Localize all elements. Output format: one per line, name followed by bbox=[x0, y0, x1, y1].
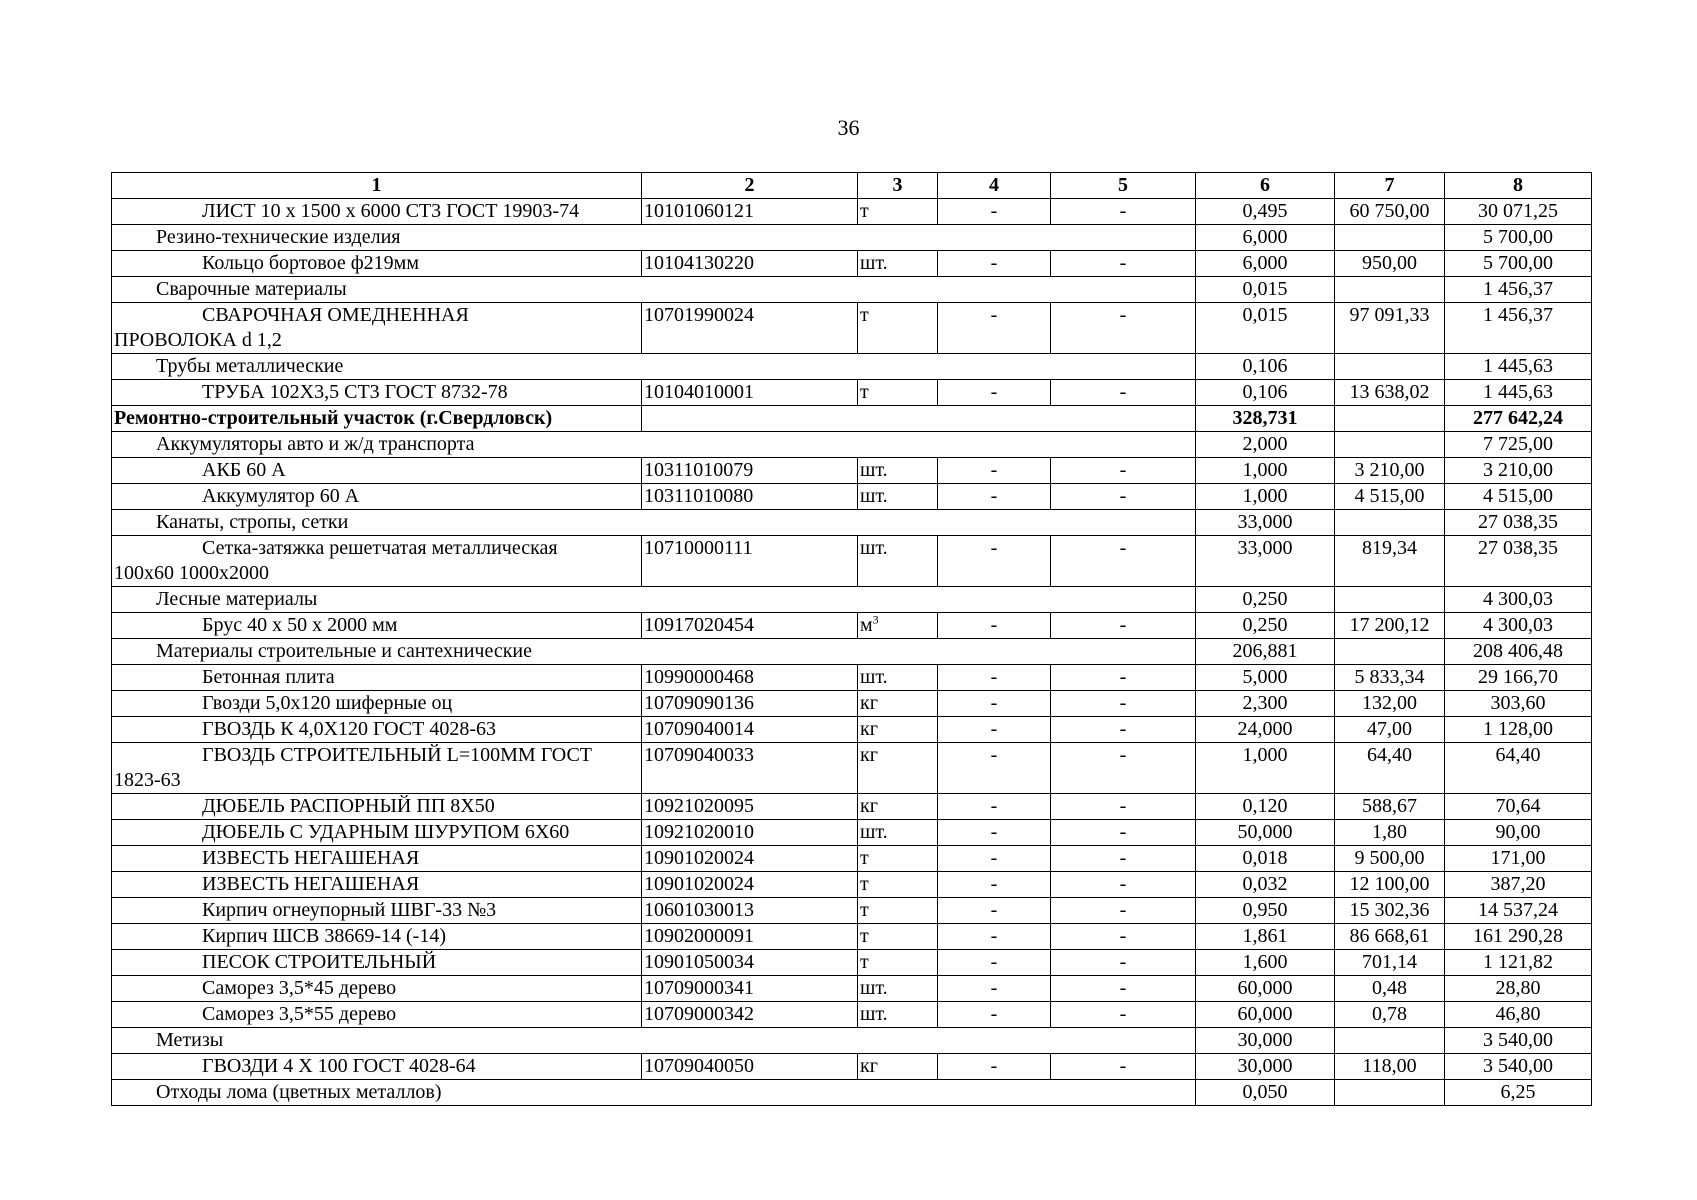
group-name: Трубы металлические bbox=[112, 354, 1196, 380]
column-header: 2 bbox=[642, 173, 858, 199]
item-row bbox=[112, 872, 1592, 898]
price-cell: 132,00 bbox=[1335, 691, 1445, 717]
item-name: Кирпич ШСВ 38669-14 (-14) bbox=[112, 924, 642, 950]
unit-cell bbox=[858, 251, 938, 277]
quantity-cell: 30,000 bbox=[1196, 1028, 1335, 1054]
price-cell: 819,34 bbox=[1335, 536, 1445, 587]
unit-text: т bbox=[860, 951, 869, 973]
price-cell bbox=[1335, 1028, 1445, 1054]
column-4-cell: - bbox=[938, 484, 1051, 510]
group-name: Метизы bbox=[112, 1028, 1196, 1054]
price-cell: 97 091,33 bbox=[1335, 303, 1445, 354]
price-cell: 4 515,00 bbox=[1335, 484, 1445, 510]
sum-cell: 1 445,63 bbox=[1445, 380, 1592, 406]
item-name: ДЮБЕЛЬ С УДАРНЫМ ШУРУПОМ 6Х60 bbox=[112, 820, 642, 846]
item-row bbox=[112, 820, 1592, 846]
unit-cell bbox=[858, 872, 938, 898]
column-4-cell: - bbox=[938, 820, 1051, 846]
column-4-cell: - bbox=[938, 950, 1051, 976]
code-cell: 10311010079 bbox=[642, 458, 858, 484]
item-row bbox=[112, 303, 1592, 354]
price-cell: 86 668,61 bbox=[1335, 924, 1445, 950]
sum-cell: 90,00 bbox=[1445, 820, 1592, 846]
quantity-cell: 0,495 bbox=[1196, 199, 1335, 225]
item-name: ГВОЗДИ 4 Х 100 ГОСТ 4028-64 bbox=[112, 1054, 642, 1080]
code-cell: 10701990024 bbox=[642, 303, 858, 354]
unit-text: т bbox=[860, 381, 869, 403]
code-cell: 10921020010 bbox=[642, 820, 858, 846]
item-row bbox=[112, 794, 1592, 820]
unit-cell bbox=[858, 794, 938, 820]
unit-text: шт. bbox=[860, 252, 888, 274]
sum-cell: 303,60 bbox=[1445, 691, 1592, 717]
column-header: 8 bbox=[1445, 173, 1592, 199]
item-name-continued: ПРОВОЛОКА d 1,2 bbox=[114, 329, 282, 351]
quantity-cell: 5,000 bbox=[1196, 665, 1335, 691]
price-cell: 0,48 bbox=[1335, 976, 1445, 1002]
item-row bbox=[112, 199, 1592, 225]
sum-cell: 3 540,00 bbox=[1445, 1054, 1592, 1080]
column-5-cell: - bbox=[1051, 976, 1196, 1002]
item-name: ИЗВЕСТЬ НЕГАШЕНАЯ bbox=[112, 872, 642, 898]
unit-text: кг bbox=[860, 1055, 878, 1077]
unit-cell bbox=[858, 846, 938, 872]
group-row bbox=[112, 354, 1592, 380]
column-4-cell: - bbox=[938, 199, 1051, 225]
column-4-cell: - bbox=[938, 691, 1051, 717]
column-header: 5 bbox=[1051, 173, 1196, 199]
item-name: ПЕСОК СТРОИТЕЛЬНЫЙ bbox=[112, 950, 642, 976]
price-cell: 15 302,36 bbox=[1335, 898, 1445, 924]
code-cell: 10901050034 bbox=[642, 950, 858, 976]
code-cell: 10901020024 bbox=[642, 846, 858, 872]
unit-text: т bbox=[860, 899, 869, 921]
price-cell bbox=[1335, 354, 1445, 380]
group-name: Резино-технические изделия bbox=[112, 225, 1196, 251]
item-name: ЛИСТ 10 х 1500 х 6000 СТ3 ГОСТ 19903-74 bbox=[112, 199, 642, 225]
code-cell: 10709090136 bbox=[642, 691, 858, 717]
column-4-cell: - bbox=[938, 846, 1051, 872]
item-row bbox=[112, 924, 1592, 950]
unit-cell bbox=[858, 458, 938, 484]
price-cell: 60 750,00 bbox=[1335, 199, 1445, 225]
quantity-cell: 30,000 bbox=[1196, 1054, 1335, 1080]
group-name: Материалы строительные и сантехнические bbox=[112, 639, 1196, 665]
sum-cell: 1 456,37 bbox=[1445, 303, 1592, 354]
item-row bbox=[112, 950, 1592, 976]
price-cell: 588,67 bbox=[1335, 794, 1445, 820]
sum-cell: 46,80 bbox=[1445, 1002, 1592, 1028]
sum-cell: 161 290,28 bbox=[1445, 924, 1592, 950]
unit-cell bbox=[858, 950, 938, 976]
unit-text: шт. bbox=[860, 459, 888, 481]
column-4-cell: - bbox=[938, 794, 1051, 820]
code-cell: 10709000341 bbox=[642, 976, 858, 1002]
code-cell: 10902000091 bbox=[642, 924, 858, 950]
column-5-cell: - bbox=[1051, 458, 1196, 484]
unit-text: кг bbox=[860, 795, 878, 817]
unit-cell bbox=[858, 380, 938, 406]
item-name-continued: 1823-63 bbox=[114, 769, 181, 791]
unit-cell bbox=[858, 1002, 938, 1028]
quantity-cell: 0,015 bbox=[1196, 303, 1335, 354]
item-name: Брус 40 х 50 х 2000 мм bbox=[112, 613, 642, 639]
quantity-cell: 24,000 bbox=[1196, 717, 1335, 743]
sum-cell: 30 071,25 bbox=[1445, 199, 1592, 225]
code-cell: 10709040033 bbox=[642, 743, 858, 794]
item-name: Саморез 3,5*55 дерево bbox=[112, 1002, 642, 1028]
item-name: АКБ 60 А bbox=[112, 458, 642, 484]
unit-text: кг bbox=[860, 744, 878, 766]
column-5-cell: - bbox=[1051, 484, 1196, 510]
sum-cell: 387,20 bbox=[1445, 872, 1592, 898]
price-cell: 0,78 bbox=[1335, 1002, 1445, 1028]
item-name: ДЮБЕЛЬ РАСПОРНЫЙ ПП 8Х50 bbox=[112, 794, 642, 820]
item-name: Гвозди 5,0х120 шиферные оц bbox=[112, 691, 642, 717]
code-cell: 10901020024 bbox=[642, 872, 858, 898]
group-name: Лесные материалы bbox=[112, 587, 1196, 613]
column-5-cell: - bbox=[1051, 536, 1196, 587]
quantity-cell: 0,018 bbox=[1196, 846, 1335, 872]
unit-text: шт. bbox=[860, 485, 888, 507]
column-4-cell: - bbox=[938, 872, 1051, 898]
column-5-cell: - bbox=[1051, 199, 1196, 225]
column-4-cell: - bbox=[938, 924, 1051, 950]
sum-cell: 5 700,00 bbox=[1445, 251, 1592, 277]
code-cell: 10104130220 bbox=[642, 251, 858, 277]
unit-text: шт. bbox=[860, 977, 888, 999]
code-cell: 10104010001 bbox=[642, 380, 858, 406]
price-cell bbox=[1335, 277, 1445, 303]
group-name: Сварочные материалы bbox=[112, 277, 1196, 303]
code-cell: 10710000111 bbox=[642, 536, 858, 587]
item-row bbox=[112, 484, 1592, 510]
sum-cell: 29 166,70 bbox=[1445, 665, 1592, 691]
column-4-cell: - bbox=[938, 536, 1051, 587]
unit-cell bbox=[858, 717, 938, 743]
empty-cell bbox=[642, 406, 1196, 432]
sum-cell: 70,64 bbox=[1445, 794, 1592, 820]
column-5-cell: - bbox=[1051, 303, 1196, 354]
item-row bbox=[112, 458, 1592, 484]
column-5-cell: - bbox=[1051, 717, 1196, 743]
quantity-cell: 6,000 bbox=[1196, 251, 1335, 277]
quantity-cell: 1,000 bbox=[1196, 743, 1335, 794]
column-5-cell: - bbox=[1051, 380, 1196, 406]
item-name: Бетонная плита bbox=[112, 665, 642, 691]
sum-cell: 3 210,00 bbox=[1445, 458, 1592, 484]
price-cell bbox=[1335, 225, 1445, 251]
sum-cell: 1 128,00 bbox=[1445, 717, 1592, 743]
item-name: СВАРОЧНАЯ ОМЕДНЕННАЯ bbox=[202, 304, 469, 326]
item-row bbox=[112, 380, 1592, 406]
group-row bbox=[112, 432, 1592, 458]
item-name-cell bbox=[112, 743, 642, 794]
column-header: 6 bbox=[1196, 173, 1335, 199]
group-name: Канаты, стропы, сетки bbox=[112, 510, 1196, 536]
sum-cell: 4 300,03 bbox=[1445, 587, 1592, 613]
item-row bbox=[112, 613, 1592, 639]
column-5-cell: - bbox=[1051, 1002, 1196, 1028]
sum-cell: 4 300,03 bbox=[1445, 613, 1592, 639]
price-cell: 701,14 bbox=[1335, 950, 1445, 976]
code-cell: 10311010080 bbox=[642, 484, 858, 510]
sum-cell: 1 456,37 bbox=[1445, 277, 1592, 303]
price-cell bbox=[1335, 639, 1445, 665]
column-5-cell: - bbox=[1051, 950, 1196, 976]
sum-cell: 27 038,35 bbox=[1445, 510, 1592, 536]
unit-text: т bbox=[860, 925, 869, 947]
section-name: Ремонтно-строительный участок (г.Свердловск) bbox=[112, 406, 642, 432]
group-row bbox=[112, 510, 1592, 536]
unit-cell bbox=[858, 820, 938, 846]
group-row bbox=[112, 1028, 1592, 1054]
price-cell: 3 210,00 bbox=[1335, 458, 1445, 484]
code-cell: 10709000342 bbox=[642, 1002, 858, 1028]
quantity-cell: 33,000 bbox=[1196, 536, 1335, 587]
quantity-cell: 0,120 bbox=[1196, 794, 1335, 820]
sum-cell: 28,80 bbox=[1445, 976, 1592, 1002]
column-5-cell: - bbox=[1051, 691, 1196, 717]
column-4-cell: - bbox=[938, 303, 1051, 354]
quantity-cell: 0,950 bbox=[1196, 898, 1335, 924]
column-5-cell: - bbox=[1051, 613, 1196, 639]
item-name: ТРУБА 102Х3,5 СТ3 ГОСТ 8732-78 bbox=[112, 380, 642, 406]
price-cell: 13 638,02 bbox=[1335, 380, 1445, 406]
unit-text: шт. bbox=[860, 821, 888, 843]
column-4-cell: - bbox=[938, 743, 1051, 794]
item-name: Сетка-затяжка решетчатая металлическая bbox=[202, 537, 558, 559]
sum-cell: 1 121,82 bbox=[1445, 950, 1592, 976]
quantity-cell: 328,731 bbox=[1196, 406, 1335, 432]
column-4-cell: - bbox=[938, 898, 1051, 924]
unit-text: т bbox=[860, 847, 869, 869]
code-cell: 10990000468 bbox=[642, 665, 858, 691]
code-cell: 10709040014 bbox=[642, 717, 858, 743]
unit-text: кг bbox=[860, 718, 878, 740]
unit-text: шт. bbox=[860, 666, 888, 688]
sum-cell: 4 515,00 bbox=[1445, 484, 1592, 510]
item-row bbox=[112, 536, 1592, 587]
group-row bbox=[112, 277, 1592, 303]
sum-cell: 3 540,00 bbox=[1445, 1028, 1592, 1054]
item-name: Аккумулятор 60 А bbox=[112, 484, 642, 510]
sum-cell: 7 725,00 bbox=[1445, 432, 1592, 458]
price-cell bbox=[1335, 1080, 1445, 1106]
column-5-cell: - bbox=[1051, 924, 1196, 950]
quantity-cell: 0,250 bbox=[1196, 587, 1335, 613]
column-5-cell: - bbox=[1051, 1054, 1196, 1080]
item-row bbox=[112, 846, 1592, 872]
price-cell: 118,00 bbox=[1335, 1054, 1445, 1080]
quantity-cell: 0,250 bbox=[1196, 613, 1335, 639]
unit-text: т bbox=[860, 200, 869, 222]
unit-cell bbox=[858, 536, 938, 587]
quantity-cell: 1,861 bbox=[1196, 924, 1335, 950]
sum-cell: 6,25 bbox=[1445, 1080, 1592, 1106]
column-header: 3 bbox=[858, 173, 938, 199]
unit-cell bbox=[858, 1054, 938, 1080]
quantity-cell: 0,106 bbox=[1196, 354, 1335, 380]
column-4-cell: - bbox=[938, 251, 1051, 277]
unit-cell bbox=[858, 303, 938, 354]
item-name-cell bbox=[112, 536, 642, 587]
column-4-cell: - bbox=[938, 613, 1051, 639]
item-row bbox=[112, 1054, 1592, 1080]
price-cell: 1,80 bbox=[1335, 820, 1445, 846]
sum-cell: 277 642,24 bbox=[1445, 406, 1592, 432]
column-5-cell: - bbox=[1051, 872, 1196, 898]
unit-superscript: 3 bbox=[872, 612, 879, 627]
item-name: ГВОЗДЬ СТРОИТЕЛЬНЫЙ L=100ММ ГОСТ bbox=[202, 744, 592, 766]
item-name: ИЗВЕСТЬ НЕГАШЕНАЯ bbox=[112, 846, 642, 872]
quantity-cell: 33,000 bbox=[1196, 510, 1335, 536]
column-4-cell: - bbox=[938, 1002, 1051, 1028]
unit-cell bbox=[858, 743, 938, 794]
quantity-cell: 0,015 bbox=[1196, 277, 1335, 303]
quantity-cell: 0,106 bbox=[1196, 380, 1335, 406]
price-cell: 5 833,34 bbox=[1335, 665, 1445, 691]
quantity-cell: 1,600 bbox=[1196, 950, 1335, 976]
column-4-cell: - bbox=[938, 717, 1051, 743]
table-body bbox=[112, 199, 1592, 1106]
table-header-row bbox=[112, 173, 1592, 199]
sum-cell: 64,40 bbox=[1445, 743, 1592, 794]
unit-cell bbox=[858, 484, 938, 510]
column-header: 4 bbox=[938, 173, 1051, 199]
price-cell bbox=[1335, 510, 1445, 536]
item-name: ГВОЗДЬ К 4,0Х120 ГОСТ 4028-63 bbox=[112, 717, 642, 743]
quantity-cell: 1,000 bbox=[1196, 458, 1335, 484]
item-row bbox=[112, 1002, 1592, 1028]
sum-cell: 27 038,35 bbox=[1445, 536, 1592, 587]
item-row bbox=[112, 665, 1592, 691]
price-cell: 17 200,12 bbox=[1335, 613, 1445, 639]
quantity-cell: 2,300 bbox=[1196, 691, 1335, 717]
unit-text: т bbox=[860, 304, 869, 326]
unit-cell bbox=[858, 613, 938, 639]
quantity-cell: 1,000 bbox=[1196, 484, 1335, 510]
column-5-cell: - bbox=[1051, 794, 1196, 820]
item-name-continued: 100х60 1000х2000 bbox=[114, 562, 269, 584]
column-4-cell: - bbox=[938, 665, 1051, 691]
column-5-cell: - bbox=[1051, 898, 1196, 924]
item-row bbox=[112, 976, 1592, 1002]
sum-cell: 14 537,24 bbox=[1445, 898, 1592, 924]
page-number: 36 bbox=[837, 115, 860, 140]
quantity-cell: 50,000 bbox=[1196, 820, 1335, 846]
item-name: Кирпич огнеупорный ШВГ-33 №3 bbox=[112, 898, 642, 924]
group-row bbox=[112, 1080, 1592, 1106]
unit-text: шт. bbox=[860, 1003, 888, 1025]
code-cell: 10921020095 bbox=[642, 794, 858, 820]
unit-cell bbox=[858, 924, 938, 950]
quantity-cell: 2,000 bbox=[1196, 432, 1335, 458]
code-cell: 10709040050 bbox=[642, 1054, 858, 1080]
group-name: Аккумуляторы авто и ж/д транспорта bbox=[112, 432, 1196, 458]
sum-cell: 1 445,63 bbox=[1445, 354, 1592, 380]
price-cell bbox=[1335, 406, 1445, 432]
group-row bbox=[112, 225, 1592, 251]
code-cell: 10917020454 bbox=[642, 613, 858, 639]
item-row bbox=[112, 717, 1592, 743]
group-row bbox=[112, 639, 1592, 665]
unit-cell bbox=[858, 665, 938, 691]
quantity-cell: 0,050 bbox=[1196, 1080, 1335, 1106]
column-5-cell: - bbox=[1051, 743, 1196, 794]
item-row bbox=[112, 743, 1592, 794]
group-row bbox=[112, 587, 1592, 613]
item-name-cell bbox=[112, 303, 642, 354]
item-name: Кольцо бортовое ф219мм bbox=[112, 251, 642, 277]
unit-text: м bbox=[860, 614, 873, 636]
unit-cell bbox=[858, 691, 938, 717]
section-row bbox=[112, 406, 1592, 432]
group-name: Отходы лома (цветных металлов) bbox=[112, 1080, 1196, 1106]
column-4-cell: - bbox=[938, 380, 1051, 406]
quantity-cell: 206,881 bbox=[1196, 639, 1335, 665]
quantity-cell: 60,000 bbox=[1196, 976, 1335, 1002]
item-row bbox=[112, 691, 1592, 717]
column-4-cell: - bbox=[938, 458, 1051, 484]
sum-cell: 171,00 bbox=[1445, 846, 1592, 872]
price-cell: 9 500,00 bbox=[1335, 846, 1445, 872]
column-4-cell: - bbox=[938, 1054, 1051, 1080]
price-cell: 950,00 bbox=[1335, 251, 1445, 277]
price-cell: 47,00 bbox=[1335, 717, 1445, 743]
unit-cell bbox=[858, 976, 938, 1002]
price-cell: 64,40 bbox=[1335, 743, 1445, 794]
item-row bbox=[112, 251, 1592, 277]
column-5-cell: - bbox=[1051, 251, 1196, 277]
quantity-cell: 60,000 bbox=[1196, 1002, 1335, 1028]
unit-text: шт. bbox=[860, 537, 888, 559]
sum-cell: 208 406,48 bbox=[1445, 639, 1592, 665]
price-cell bbox=[1335, 587, 1445, 613]
sum-cell: 5 700,00 bbox=[1445, 225, 1592, 251]
quantity-cell: 0,032 bbox=[1196, 872, 1335, 898]
column-5-cell: - bbox=[1051, 665, 1196, 691]
code-cell: 10101060121 bbox=[642, 199, 858, 225]
price-cell: 12 100,00 bbox=[1335, 872, 1445, 898]
unit-text: кг bbox=[860, 692, 878, 714]
quantity-cell: 6,000 bbox=[1196, 225, 1335, 251]
column-5-cell: - bbox=[1051, 820, 1196, 846]
column-5-cell: - bbox=[1051, 846, 1196, 872]
unit-cell bbox=[858, 898, 938, 924]
item-row bbox=[112, 898, 1592, 924]
code-cell: 10601030013 bbox=[642, 898, 858, 924]
materials-table bbox=[111, 172, 1592, 1106]
column-header: 1 bbox=[112, 173, 642, 199]
column-header: 7 bbox=[1335, 173, 1445, 199]
unit-cell bbox=[858, 199, 938, 225]
column-4-cell: - bbox=[938, 976, 1051, 1002]
price-cell bbox=[1335, 432, 1445, 458]
unit-text: т bbox=[860, 873, 869, 895]
item-name: Саморез 3,5*45 дерево bbox=[112, 976, 642, 1002]
